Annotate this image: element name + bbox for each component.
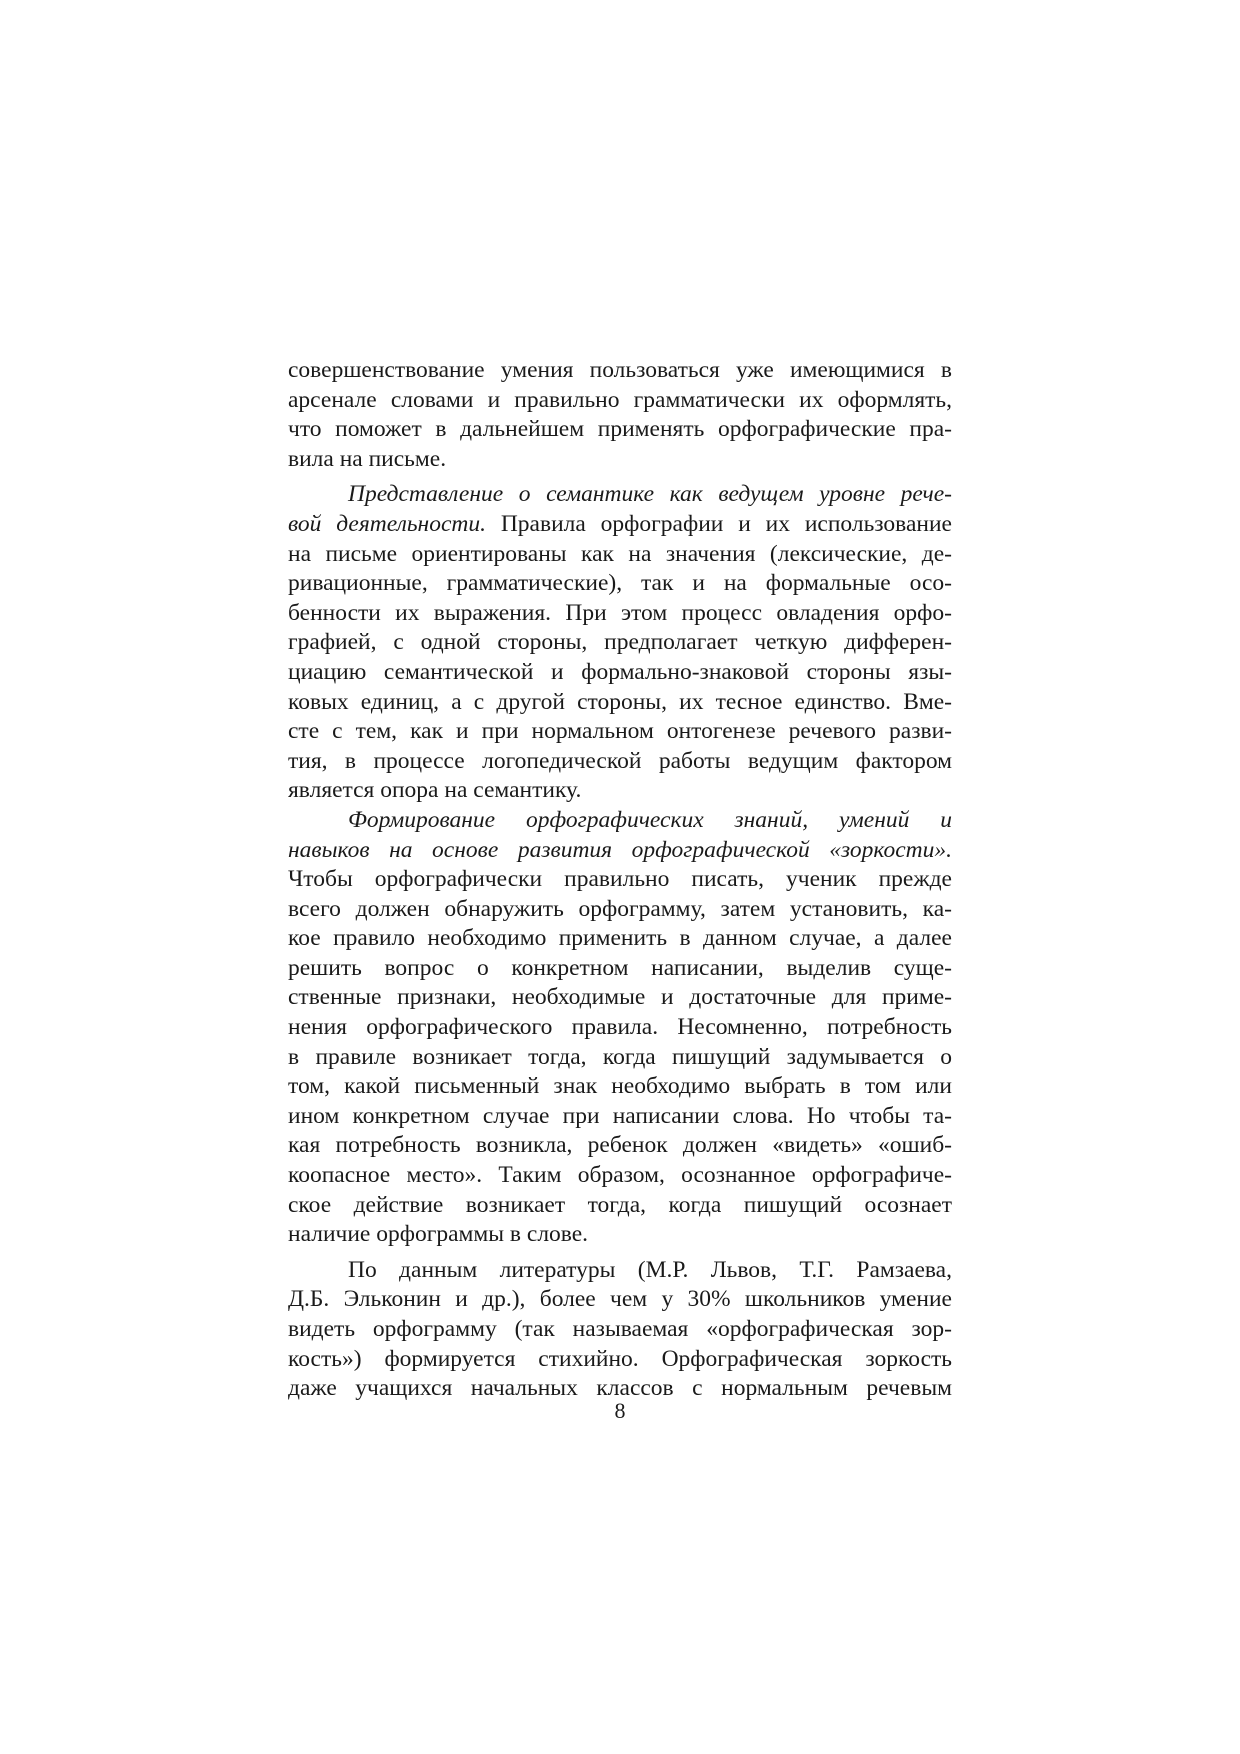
text-line: ином конкретном случае при написании слова. Но чтобы та- <box>288 1102 952 1129</box>
text-line: арсенале словами и правильно грамматически их оформлять, <box>288 386 952 413</box>
page-body <box>288 356 952 1404</box>
text-segment: Правила орфографии и их использование <box>500 510 952 537</box>
text-line: Д.Б. Эльконин и др.), более чем у 30% школьников умение <box>288 1286 952 1313</box>
text-line: решить вопрос о конкретном написании, выделив суще- <box>288 954 952 981</box>
text-line: нения орфографического правила. Несомненно, потребность <box>288 1014 952 1041</box>
text-line: наличие орфограммы в слове. <box>288 1221 589 1248</box>
text-line: том, какой письменный знак необходимо выбрать в том или <box>288 1073 952 1100</box>
text-line: ковых единиц, а с другой стороны, их тесное единство. Вме- <box>288 688 952 715</box>
text-line: даже учащихся начальных классов с нормальным речевым <box>288 1375 952 1402</box>
text-line: видеть орфограмму (так называемая «орфографическая зор- <box>288 1316 952 1342</box>
text-line: является опора на семантику. <box>288 777 582 804</box>
text-line: циацию семантической и формально-знаковой стороны язы- <box>288 658 952 685</box>
text-line <box>288 836 952 866</box>
italic-heading: навыков на основе развития орфографической «зоркости». <box>288 836 952 863</box>
italic-heading: Формирование орфографических знаний, умений и <box>348 806 952 833</box>
text-line: сте с тем, как и при нормальном онтогенезе речевого разви- <box>288 718 952 745</box>
text-line: бенности их выражения. При этом процесс овладения орфо- <box>288 599 952 626</box>
text-line: вила на письме. <box>288 445 447 472</box>
text-line: коопасное место». Таким образом, осознанное орфографиче- <box>288 1162 952 1189</box>
text-line: на письме ориентированы как на значения (лексические, де- <box>288 540 952 567</box>
text-line <box>288 510 952 540</box>
page-number: 8 <box>614 1398 626 1423</box>
text-line: всего должен обнаружить орфограмму, затем установить, ка- <box>288 895 952 922</box>
italic-heading: Представление о семантике как ведущем уровне рече- <box>348 481 952 508</box>
text-line: кость») формируется стихийно. Орфографическая зоркость <box>288 1345 952 1372</box>
text-line: По данным литературы (М.Р. Львов, Т.Г. Рамзаева, <box>348 1256 952 1283</box>
text-line: что поможет в дальнейшем применять орфографические пра- <box>288 416 952 443</box>
text-line: кая потребность возникла, ребенок должен «видеть» «ошиб- <box>288 1132 952 1159</box>
text-line: ственные признаки, необходимые и достаточные для приме- <box>288 984 952 1011</box>
text-line: тия, в процессе логопедической работы ведущим фактором <box>288 747 952 774</box>
text-line: Чтобы орфографически правильно писать, ученик прежде <box>288 866 952 893</box>
text-line: графией, с одной стороны, предполагает четкую дифферен- <box>288 629 952 656</box>
text-line <box>288 806 952 836</box>
text-line: кое правило необходимо применить в данном случае, а далее <box>288 925 952 952</box>
text-line: ское действие возникает тогда, когда пишущий осознает <box>288 1191 952 1218</box>
text-line <box>288 480 952 510</box>
text-line: совершенствование умения пользоваться уже имеющимися в <box>288 357 952 383</box>
italic-heading: вой деятельности. <box>288 510 486 537</box>
text-line: в правиле возникает тогда, когда пишущий задумывается о <box>288 1043 952 1070</box>
text-line: ривационные, грамматические), так и на формальные осо- <box>288 570 952 597</box>
